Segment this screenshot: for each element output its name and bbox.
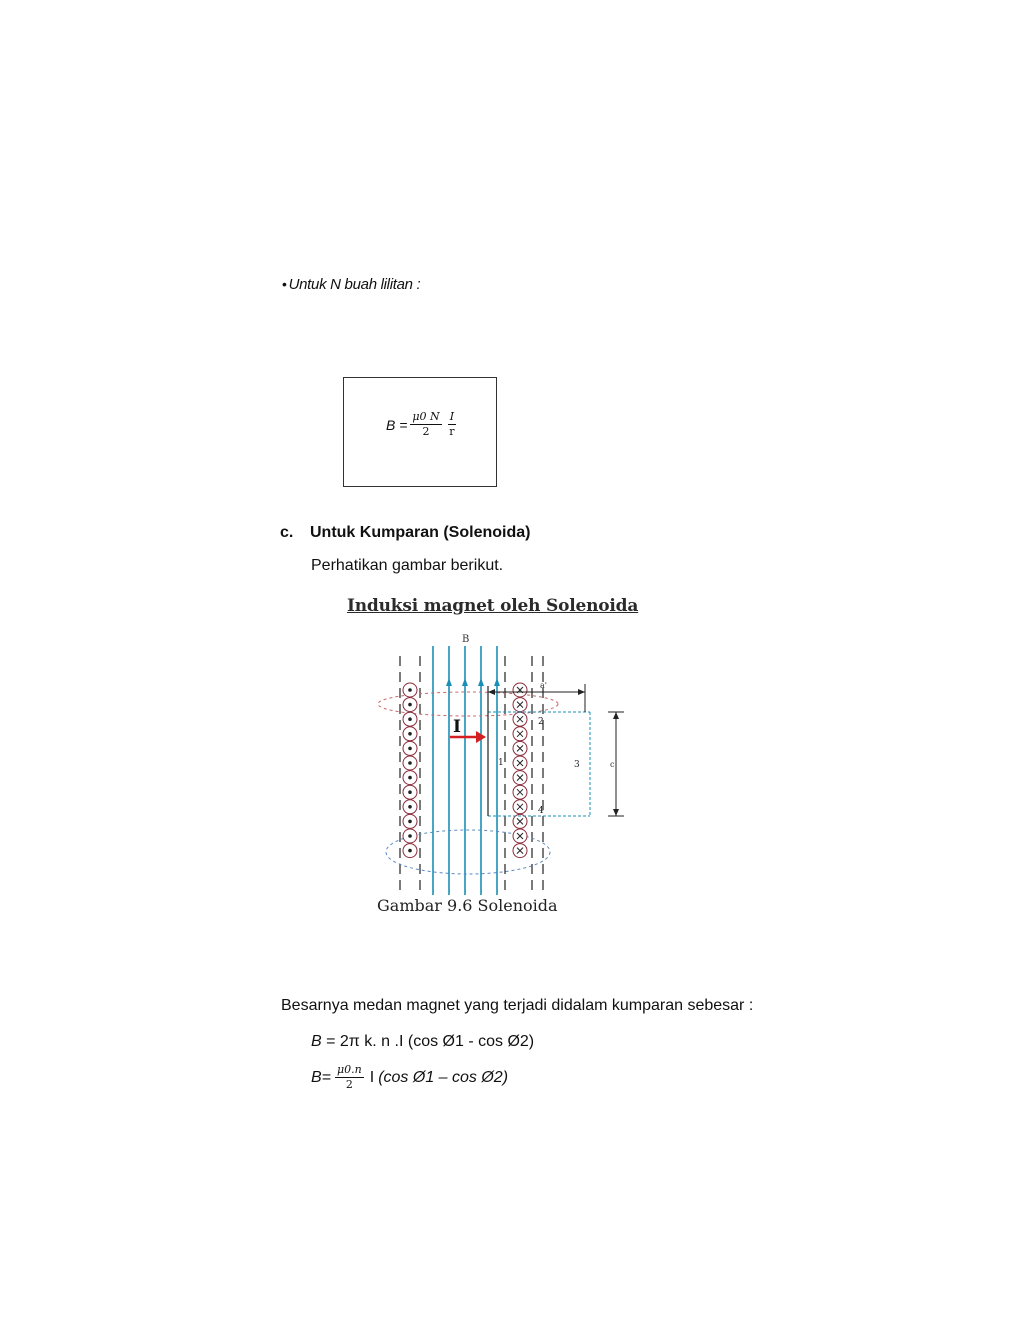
solenoid-diagram — [340, 620, 660, 900]
formula-b-n-lilitan — [386, 410, 459, 439]
label-c: c — [610, 760, 615, 769]
eq2-tail: (cos Ø1 – cos Ø2) — [378, 1068, 509, 1086]
current-out-dot — [408, 747, 412, 751]
fraction-denominator: 2 — [345, 1078, 353, 1091]
label-a: a' — [540, 681, 547, 690]
fraction-i-over-r — [448, 410, 456, 439]
bullet-text: Untuk N buah lilitan : — [288, 276, 421, 293]
eq2-fraction — [335, 1063, 364, 1092]
eq1-symbol-b: B — [311, 1033, 322, 1050]
fraction-numerator: I — [449, 410, 455, 423]
eq2-symbol-b: B= — [311, 1068, 332, 1086]
bullet-symbol: • — [282, 276, 287, 292]
current-out-dot — [408, 790, 412, 794]
current-out-dot — [408, 820, 412, 824]
current-out-dot — [408, 703, 412, 707]
fraction-denominator: r — [449, 425, 455, 438]
section-subtitle: Perhatikan gambar berikut. — [311, 557, 504, 574]
current-out-dot — [408, 849, 412, 853]
bullet-item — [282, 276, 420, 293]
label-1: 1 — [498, 758, 504, 768]
formula-box — [343, 377, 497, 487]
eq1-rest: = 2π k. n .I (cos Ø1 - cos Ø2) — [321, 1033, 535, 1050]
section-heading — [280, 524, 530, 542]
fraction-numerator: μ0.n — [337, 1063, 362, 1076]
equation-1 — [311, 1033, 534, 1051]
current-out-dot — [408, 834, 412, 838]
current-out-dot — [408, 732, 412, 736]
label-current: I — [453, 717, 461, 737]
paragraph-besar: Besarnya medan magnet yang terjadi didalam kumparan sebesar : — [281, 997, 754, 1014]
fraction-mu-n-over-2 — [410, 410, 441, 439]
current-out-dot — [408, 805, 412, 809]
label-2: 2 — [538, 717, 544, 727]
eq2-current: I — [369, 1068, 375, 1086]
section-letter: c. — [280, 524, 294, 541]
figure-title: Induksi magnet oleh Solenoida — [347, 596, 639, 616]
figure-caption: Gambar 9.6 Solenoida — [377, 896, 558, 915]
coil-right-crosses — [513, 683, 527, 858]
label-3: 3 — [574, 760, 580, 770]
section-title: Untuk Kumparan (Solenoida) — [310, 524, 531, 541]
label-field-b: B — [462, 634, 470, 645]
formula-lhs: B = — [386, 416, 408, 433]
coil-left-dots — [403, 683, 417, 858]
current-out-dot — [408, 761, 412, 765]
label-4: 4 — [538, 806, 544, 816]
fraction-numerator: μ0 N — [412, 410, 440, 423]
equation-2 — [311, 1063, 508, 1092]
current-out-dot — [408, 717, 412, 721]
current-out-dot — [408, 688, 412, 692]
field-arrowheads — [446, 678, 500, 686]
current-out-dot — [408, 776, 412, 780]
fraction-denominator: 2 — [422, 425, 430, 438]
